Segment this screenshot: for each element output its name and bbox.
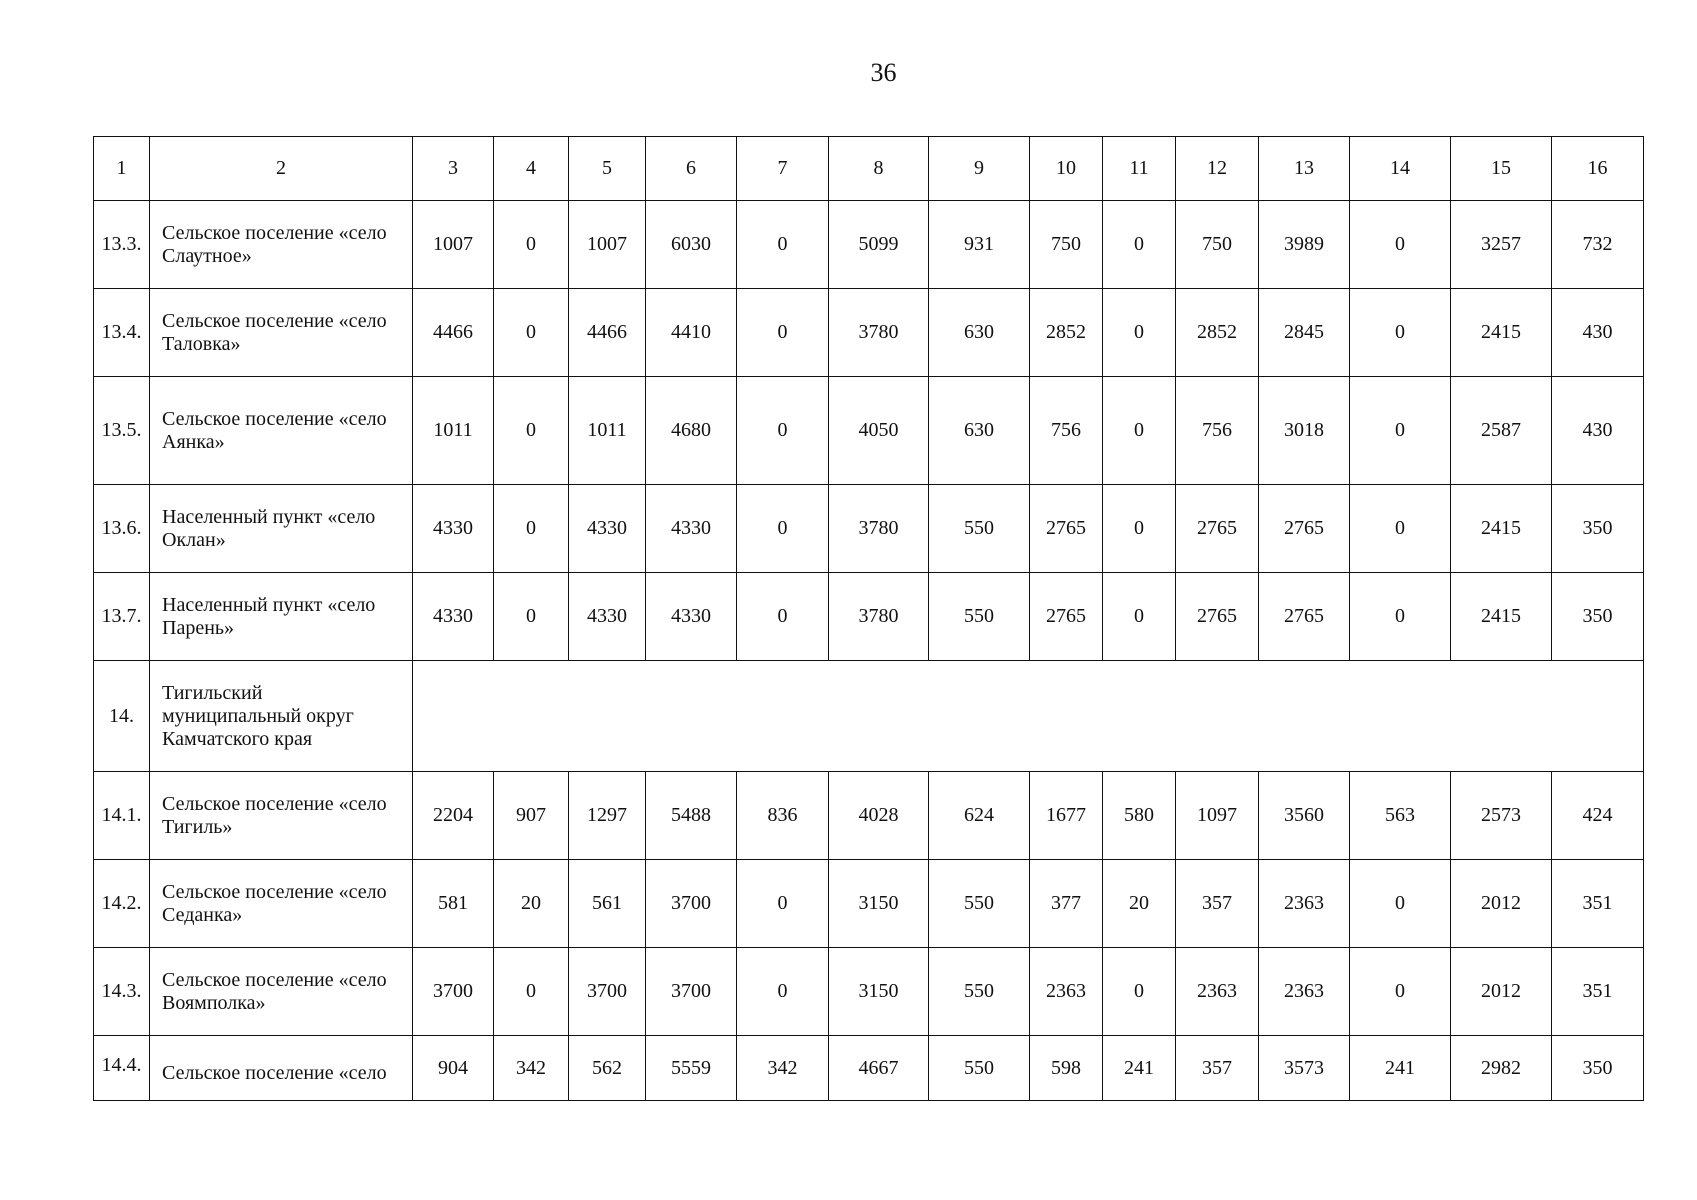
- value-cell: 1677: [1030, 772, 1103, 860]
- row-name: Тигильский муниципальный округ Камчатского края: [150, 661, 413, 772]
- value-cell: 550: [929, 860, 1030, 948]
- value-cell: 750: [1030, 201, 1103, 289]
- value-cell: 0: [1103, 485, 1176, 573]
- table-row: [94, 201, 1644, 289]
- value-cell: 0: [1103, 573, 1176, 661]
- value-cell: 3150: [829, 948, 929, 1036]
- value-cell: 4330: [413, 573, 494, 661]
- value-cell: 562: [569, 1036, 646, 1101]
- row-name: Сельское поселение «село Воямполка»: [150, 948, 413, 1036]
- value-cell: 1097: [1176, 772, 1259, 860]
- value-cell: 2012: [1451, 860, 1552, 948]
- value-cell: 3150: [829, 860, 929, 948]
- row-name: Сельское поселение «село Тигиль»: [150, 772, 413, 860]
- row-number: 14.1.: [94, 772, 150, 860]
- value-cell: 3780: [829, 573, 929, 661]
- header-row: [94, 137, 1644, 201]
- value-cell: 351: [1552, 948, 1644, 1036]
- value-cell: 1007: [569, 201, 646, 289]
- value-cell: 2765: [1176, 573, 1259, 661]
- value-cell: 357: [1176, 1036, 1259, 1101]
- value-cell: 350: [1552, 485, 1644, 573]
- column-header: 13: [1259, 137, 1350, 201]
- row-name: Сельское поселение «село Седанка»: [150, 860, 413, 948]
- value-cell: 4050: [829, 377, 929, 485]
- empty-merged-cell: [413, 661, 1644, 772]
- value-cell: 4680: [646, 377, 737, 485]
- column-header: 9: [929, 137, 1030, 201]
- row-number: 13.5.: [94, 377, 150, 485]
- value-cell: 20: [494, 860, 569, 948]
- value-cell: 3780: [829, 289, 929, 377]
- value-cell: 5099: [829, 201, 929, 289]
- value-cell: 931: [929, 201, 1030, 289]
- value-cell: 756: [1030, 377, 1103, 485]
- row-number: 14.: [94, 661, 150, 772]
- value-cell: 342: [737, 1036, 829, 1101]
- column-header: 5: [569, 137, 646, 201]
- value-cell: 0: [1350, 201, 1451, 289]
- value-cell: 3560: [1259, 772, 1350, 860]
- value-cell: 351: [1552, 860, 1644, 948]
- value-cell: 0: [737, 201, 829, 289]
- value-cell: 3700: [646, 948, 737, 1036]
- value-cell: 3700: [646, 860, 737, 948]
- value-cell: 0: [737, 485, 829, 573]
- value-cell: 4466: [413, 289, 494, 377]
- value-cell: 550: [929, 485, 1030, 573]
- row-name: Сельское поселение «село Слаутное»: [150, 201, 413, 289]
- row-name: Населенный пункт «село Оклан»: [150, 485, 413, 573]
- value-cell: 0: [1103, 948, 1176, 1036]
- value-cell: 0: [1350, 860, 1451, 948]
- column-header: 11: [1103, 137, 1176, 201]
- value-cell: 0: [494, 377, 569, 485]
- value-cell: 4330: [413, 485, 494, 573]
- value-cell: 550: [929, 573, 1030, 661]
- value-cell: 0: [494, 201, 569, 289]
- row-number: 13.7.: [94, 573, 150, 661]
- value-cell: 2363: [1030, 948, 1103, 1036]
- table-row: [94, 485, 1644, 573]
- value-cell: 0: [1103, 377, 1176, 485]
- value-cell: 4410: [646, 289, 737, 377]
- table-row: [94, 772, 1644, 860]
- data-table: [93, 136, 1644, 1101]
- row-number: 14.3.: [94, 948, 150, 1036]
- value-cell: 904: [413, 1036, 494, 1101]
- value-cell: 3989: [1259, 201, 1350, 289]
- value-cell: 2765: [1176, 485, 1259, 573]
- value-cell: 2204: [413, 772, 494, 860]
- value-cell: 598: [1030, 1036, 1103, 1101]
- value-cell: 2415: [1451, 485, 1552, 573]
- table-row: [94, 948, 1644, 1036]
- row-name: Сельское поселение «село: [150, 1036, 413, 1101]
- row-number: 13.3.: [94, 201, 150, 289]
- value-cell: 430: [1552, 289, 1644, 377]
- value-cell: 3257: [1451, 201, 1552, 289]
- row-name: Населенный пункт «село Парень»: [150, 573, 413, 661]
- value-cell: 5559: [646, 1036, 737, 1101]
- value-cell: 241: [1350, 1036, 1451, 1101]
- table-row: [94, 860, 1644, 948]
- value-cell: 0: [1103, 289, 1176, 377]
- column-header: 4: [494, 137, 569, 201]
- column-header: 12: [1176, 137, 1259, 201]
- value-cell: 2363: [1259, 860, 1350, 948]
- value-cell: 0: [737, 573, 829, 661]
- value-cell: 2852: [1176, 289, 1259, 377]
- column-header: 1: [94, 137, 150, 201]
- value-cell: 3018: [1259, 377, 1350, 485]
- value-cell: 2765: [1030, 573, 1103, 661]
- value-cell: 4028: [829, 772, 929, 860]
- row-name: Сельское поселение «село Аянка»: [150, 377, 413, 485]
- value-cell: 241: [1103, 1036, 1176, 1101]
- value-cell: 4330: [569, 573, 646, 661]
- value-cell: 2852: [1030, 289, 1103, 377]
- value-cell: 1011: [413, 377, 494, 485]
- column-header: 7: [737, 137, 829, 201]
- column-header: 3: [413, 137, 494, 201]
- value-cell: 4330: [646, 573, 737, 661]
- value-cell: 0: [494, 289, 569, 377]
- value-cell: 2845: [1259, 289, 1350, 377]
- value-cell: 1297: [569, 772, 646, 860]
- value-cell: 630: [929, 377, 1030, 485]
- row-number: 14.2.: [94, 860, 150, 948]
- table-body: [94, 137, 1644, 1101]
- value-cell: 2012: [1451, 948, 1552, 1036]
- value-cell: 2363: [1259, 948, 1350, 1036]
- value-cell: 3780: [829, 485, 929, 573]
- value-cell: 550: [929, 1036, 1030, 1101]
- column-header: 8: [829, 137, 929, 201]
- value-cell: 4667: [829, 1036, 929, 1101]
- table-row: [94, 573, 1644, 661]
- value-cell: 563: [1350, 772, 1451, 860]
- value-cell: 430: [1552, 377, 1644, 485]
- value-cell: 0: [737, 377, 829, 485]
- value-cell: 0: [1350, 948, 1451, 1036]
- column-header: 15: [1451, 137, 1552, 201]
- value-cell: 350: [1552, 1036, 1644, 1101]
- value-cell: 0: [494, 573, 569, 661]
- value-cell: 0: [737, 860, 829, 948]
- value-cell: 2415: [1451, 573, 1552, 661]
- row-number: 14.4.: [94, 1036, 150, 1101]
- value-cell: 732: [1552, 201, 1644, 289]
- value-cell: 561: [569, 860, 646, 948]
- column-header: 14: [1350, 137, 1451, 201]
- value-cell: 0: [737, 948, 829, 1036]
- value-cell: 2573: [1451, 772, 1552, 860]
- value-cell: 0: [1350, 289, 1451, 377]
- value-cell: 20: [1103, 860, 1176, 948]
- value-cell: 2765: [1259, 573, 1350, 661]
- value-cell: 2363: [1176, 948, 1259, 1036]
- value-cell: 836: [737, 772, 829, 860]
- column-header: 16: [1552, 137, 1644, 201]
- value-cell: 2765: [1030, 485, 1103, 573]
- column-header: 6: [646, 137, 737, 201]
- value-cell: 550: [929, 948, 1030, 1036]
- table-row: [94, 661, 1644, 772]
- value-cell: 3573: [1259, 1036, 1350, 1101]
- value-cell: 624: [929, 772, 1030, 860]
- value-cell: 0: [1350, 573, 1451, 661]
- value-cell: 357: [1176, 860, 1259, 948]
- value-cell: 0: [494, 948, 569, 1036]
- value-cell: 2982: [1451, 1036, 1552, 1101]
- row-name: Сельское поселение «село Таловка»: [150, 289, 413, 377]
- value-cell: 2415: [1451, 289, 1552, 377]
- value-cell: 4466: [569, 289, 646, 377]
- value-cell: 6030: [646, 201, 737, 289]
- value-cell: 377: [1030, 860, 1103, 948]
- value-cell: 2587: [1451, 377, 1552, 485]
- page-number: 36: [870, 58, 897, 87]
- value-cell: 1011: [569, 377, 646, 485]
- value-cell: 756: [1176, 377, 1259, 485]
- value-cell: 0: [737, 289, 829, 377]
- value-cell: 350: [1552, 573, 1644, 661]
- value-cell: 4330: [646, 485, 737, 573]
- table-row: [94, 289, 1644, 377]
- value-cell: 581: [413, 860, 494, 948]
- row-number: 13.4.: [94, 289, 150, 377]
- value-cell: 630: [929, 289, 1030, 377]
- value-cell: 4330: [569, 485, 646, 573]
- value-cell: 0: [1350, 485, 1451, 573]
- table-row: [94, 1036, 1644, 1101]
- value-cell: 580: [1103, 772, 1176, 860]
- value-cell: 5488: [646, 772, 737, 860]
- table-row: [94, 377, 1644, 485]
- column-header: 10: [1030, 137, 1103, 201]
- value-cell: 2765: [1259, 485, 1350, 573]
- value-cell: 0: [1103, 201, 1176, 289]
- value-cell: 424: [1552, 772, 1644, 860]
- value-cell: 3700: [569, 948, 646, 1036]
- column-header: 2: [150, 137, 413, 201]
- value-cell: 0: [1350, 377, 1451, 485]
- value-cell: 750: [1176, 201, 1259, 289]
- value-cell: 342: [494, 1036, 569, 1101]
- value-cell: 3700: [413, 948, 494, 1036]
- row-number: 13.6.: [94, 485, 150, 573]
- value-cell: 1007: [413, 201, 494, 289]
- value-cell: 907: [494, 772, 569, 860]
- value-cell: 0: [494, 485, 569, 573]
